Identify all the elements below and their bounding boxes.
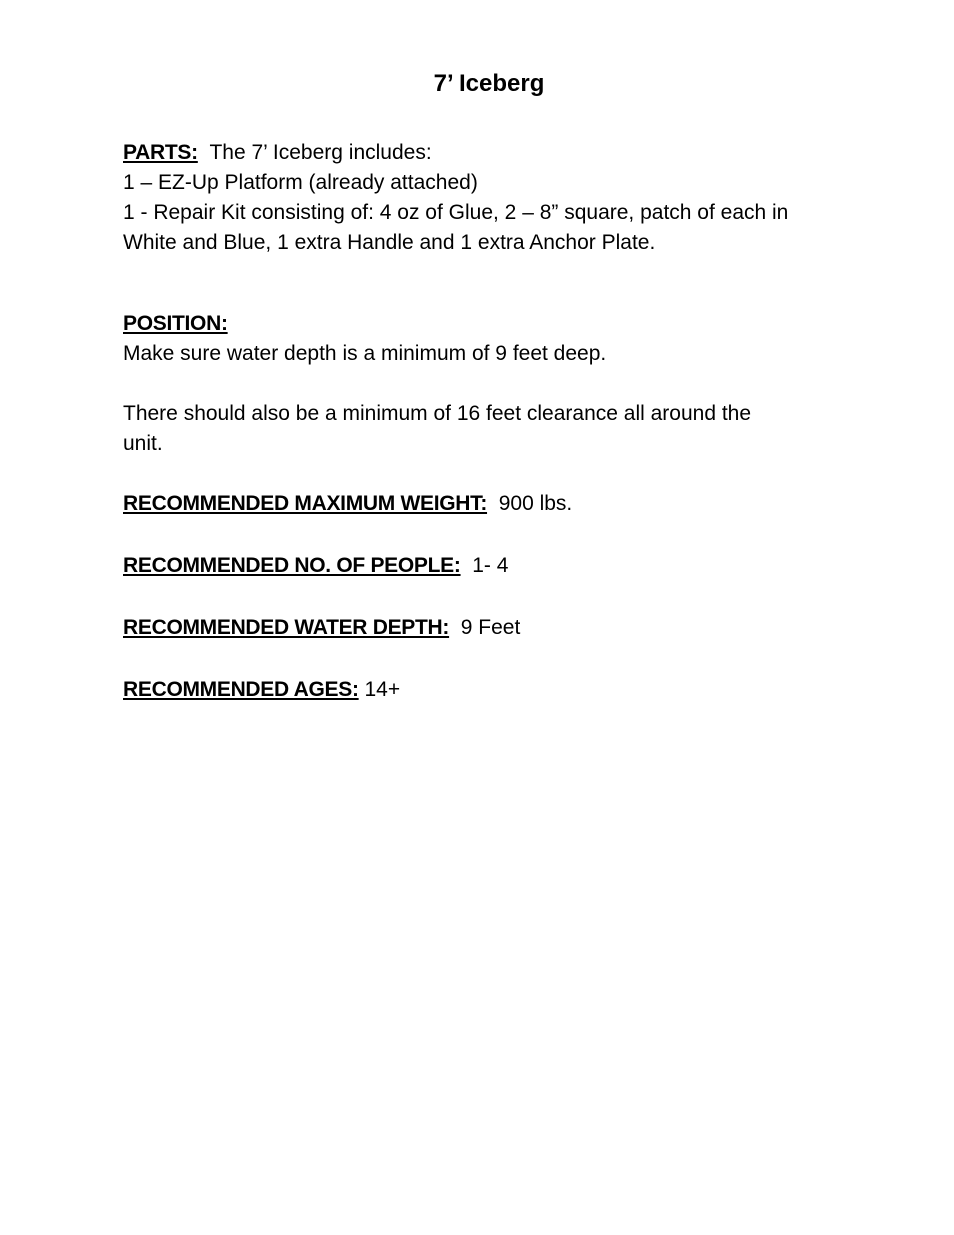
spec-value: 1- 4 [472, 554, 509, 577]
spec-label: RECOMMENDED MAXIMUM WEIGHT: [123, 492, 488, 515]
spec-label: RECOMMENDED WATER DEPTH: [123, 616, 450, 639]
spec-people [123, 551, 883, 582]
spacer [123, 369, 883, 399]
spacer [123, 582, 883, 613]
spec-value: 900 lbs. [498, 492, 573, 515]
spacer [123, 459, 883, 489]
spec-label: RECOMMENDED NO. OF PEOPLE: [123, 554, 461, 577]
parts-intro: The 7’ Iceberg includes: [209, 141, 432, 164]
spacer [123, 644, 883, 675]
document-body [123, 138, 883, 706]
position-heading: POSITION: [123, 312, 228, 335]
spec-value: 9 Feet [460, 616, 521, 639]
parts-item: 1 – EZ-Up Platform (already attached) [123, 171, 478, 194]
spacer [123, 258, 883, 309]
parts-intro-line [123, 138, 883, 168]
position-clearance-text: There should also be a minimum of 16 feet clearance all around the [123, 402, 752, 425]
position-clearance-text-cont: unit. [123, 432, 163, 455]
spec-water-depth [123, 613, 883, 644]
spec-ages [123, 675, 883, 706]
parts-heading: PARTS: [123, 141, 198, 164]
parts-item: White and Blue, 1 extra Handle and 1 extra Anchor Plate. [123, 231, 656, 254]
page-title: 7’ Iceberg [433, 70, 545, 97]
spacer [123, 520, 883, 551]
position-depth-text: Make sure water depth is a minimum of 9 feet deep. [123, 342, 607, 365]
spec-label: RECOMMENDED AGES: [123, 678, 359, 701]
spec-max-weight [123, 489, 883, 520]
spec-value: 14+ [364, 678, 401, 701]
parts-item: 1 - Repair Kit consisting of: 4 oz of Glue, 2 – 8” square, patch of each in [123, 201, 789, 224]
